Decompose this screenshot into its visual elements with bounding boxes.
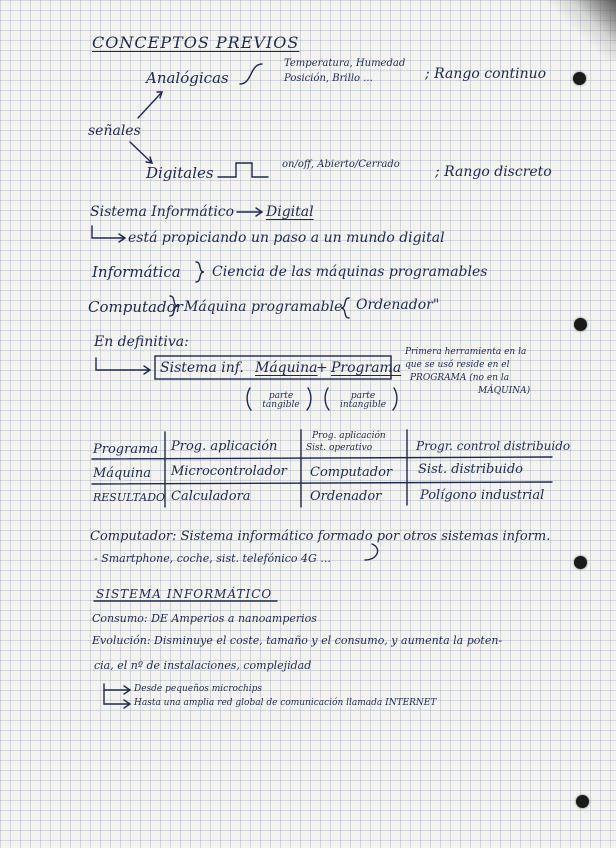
analogicas-range: ; Rango continuo	[425, 66, 547, 82]
digitales-detail: on/off, Abierto/Cerrado	[282, 159, 400, 170]
digital-wave-icon	[218, 163, 268, 177]
ordenador-alt: Ordenador"	[356, 297, 440, 313]
evolucion-text-1: Evolución: Disminuye el coste, tamaño y el consumo, y aumenta la poten-	[92, 634, 503, 647]
table-cell: Prog. aplicación	[312, 431, 386, 441]
table-cell: Sist. distribuido	[418, 462, 523, 477]
table-row-header: RESULTADO	[93, 491, 166, 504]
senales-label: señales	[88, 123, 141, 139]
arrow-text-1: Desde pequeños microchips	[134, 684, 263, 694]
analogicas-label: Analógicas	[146, 69, 229, 87]
table-row-header: Programa	[93, 442, 159, 457]
arrow-text-2: Hasta una amplia red global de comunicación llamada INTERNET	[134, 698, 437, 708]
analogicas-detail-2: Posición, Brillo ...	[284, 73, 373, 84]
equation-left: Sistema inf.	[160, 360, 244, 376]
table-cell: Calculadora	[171, 489, 251, 504]
computador-sistema-definition: Computador: Sistema informático formado por otros sistemas inform.	[90, 529, 551, 544]
analog-wave-icon	[240, 64, 262, 84]
digital-target: Digital	[266, 204, 314, 220]
section-title: SISTEMA INFORMÁTICO	[96, 587, 273, 601]
table-cell: Microcontrolador	[171, 464, 287, 479]
parte-tangible: parte tangible	[262, 391, 300, 410]
analogicas-detail-1: Temperatura, Humedad	[284, 58, 406, 69]
examples-text: - Smartphone, coche, sist. telefónico 4G ...	[94, 552, 331, 565]
table-cell: Prog. aplicación	[171, 439, 278, 454]
digitales-range: ; Rango discreto	[435, 164, 552, 180]
note-line-4: MÁQUINA)	[478, 386, 531, 396]
page-title: CONCEPTOS PREVIOS	[92, 33, 300, 52]
evolucion-text-2: cia, el nº de instalaciones, complejidad	[94, 659, 312, 672]
table-cell: Computador	[310, 465, 393, 480]
table-cell: Sist. operativo	[306, 443, 373, 453]
computador-label: Computador	[88, 298, 183, 316]
informatica-definition: Ciencia de las máquinas programables	[212, 264, 488, 280]
parte-intangible: parte intangible	[339, 391, 387, 410]
equation-program: Programa	[331, 360, 402, 376]
computador-definition: Máquina programable	[184, 299, 343, 315]
sistema-informatico-label: Sistema Informático	[90, 204, 235, 220]
table-cell: Ordenador	[310, 489, 382, 504]
branch-arrow-analog	[138, 92, 162, 118]
informatica-label: Informática	[92, 263, 181, 281]
equation-plus: +	[316, 360, 328, 376]
table-cell: Progr. control distribuido	[416, 439, 571, 453]
note-line-3: PROGRAMA (no en la	[410, 373, 510, 383]
table-row-header: Máquina	[93, 466, 152, 481]
table-cell: Polígono industrial	[420, 488, 545, 503]
digitales-label: Digitales	[146, 164, 214, 182]
equation-machine: Máquina	[255, 360, 318, 376]
propiciando-text: está propiciando un paso a un mundo digital	[128, 230, 445, 246]
note-line-2: que se usó reside en el	[405, 360, 510, 370]
note-line-1: Primera herramienta en la	[405, 347, 527, 357]
branch-arrow-digital	[130, 142, 152, 163]
brace-informatica	[196, 262, 204, 282]
consumo-text: Consumo: DE Amperios a nanoamperios	[92, 612, 317, 625]
en-definitiva-label: En definitiva:	[94, 334, 189, 350]
